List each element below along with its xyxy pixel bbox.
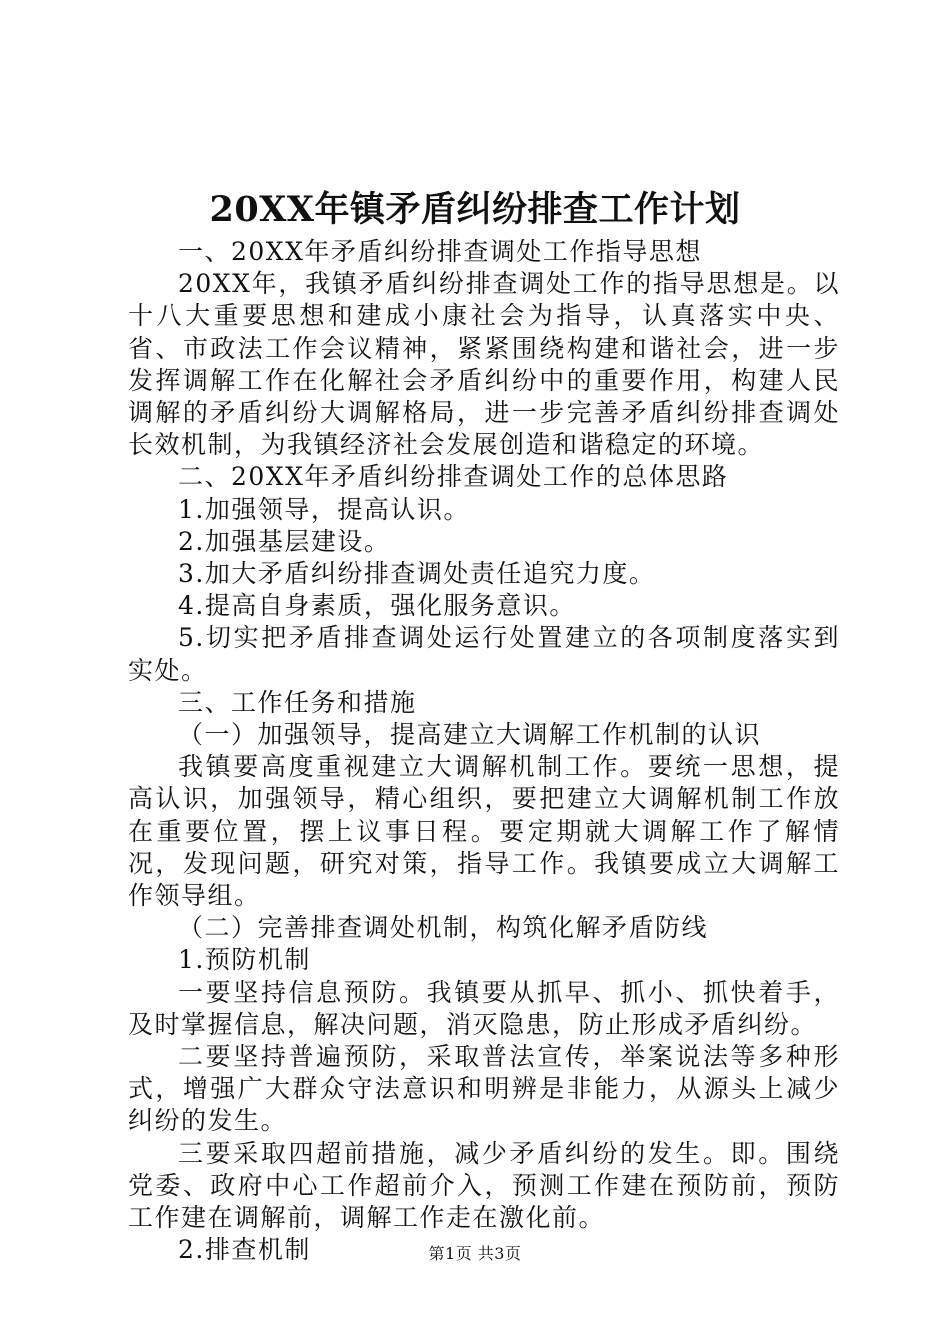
section-heading-3: 三、工作任务和措施 (178, 687, 417, 717)
paragraph-guiding-ideology: 20XX年，我镇矛盾纠纷排查调处工作的指导思想是。以十八大重要思想和建成小康社会为指导，认真落实中央、省、市政法工作会议精神，紧紧围绕构建和谐社会，进一步发挥调解工作在化解社会矛盾纠纷中的重要作用，构建人民调解的矛盾纠纷大调解格局，进一步完善矛盾纠纷排查调处长效机制，为我镇经济社会发展创造和谐稳定的环境。 (128, 269, 840, 460)
sub-item-prevention: 1.预防机制 (178, 945, 311, 975)
page-footer: 第1页 共3页 (428, 1244, 522, 1263)
section-heading-1: 一、20XX年矛盾纠纷排查调处工作指导思想 (178, 237, 702, 266)
list-item-1: 1.加强领导，提高认识。 (178, 494, 470, 524)
list-item-4: 4.提高自身素质，强化服务意识。 (178, 591, 576, 621)
subsection-heading-1: （一）加强领导，提高建立大调解工作机制的认识 (178, 720, 762, 750)
paragraph-info-prevention: 一要坚持信息预防。我镇要从抓早、抓小、抓快着手，及时掌握信息，解决问题，消灭隐患，防止形成矛盾纠纷。 (128, 977, 840, 1039)
list-item-2: 2.加强基层建设。 (178, 526, 391, 556)
paragraph-leadership: 我镇要高度重视建立大调解机制工作。要统一思想，提高认识，加强领导，精心组织，要把建立大调解机制工作放在重要位置，摆上议事日程。要定期就大调解工作了解情况，发现问题，研究对策，指导工作。我镇要成立大调解工作领导组。 (128, 752, 840, 911)
document-title: 20XX年镇矛盾纠纷排查工作计划 (209, 189, 741, 230)
paragraph-general-prevention: 二要坚持普遍预防，采取普法宣传，举案说法等多种形式，增强广大群众守法意识和明辨是非能力，从源头上减少纠纷的发生。 (128, 1042, 840, 1136)
paragraph-advance-measures: 三要采取四超前措施，减少矛盾纠纷的发生。即。围绕党委、政府中心工作超前介入，预测工作建在预防前，预防工作建在调解前，调解工作走在激化前。 (128, 1138, 840, 1233)
subsection-heading-2: （二）完善排查调处机制，构筑化解矛盾防线 (178, 913, 709, 943)
document-body (128, 236, 840, 1267)
list-item-3: 3.加大矛盾纠纷排查调处责任追究力度。 (178, 559, 656, 589)
list-item-5: 5.切实把矛盾排查调处运行处置建立的各项制度落实到实处。 (128, 623, 840, 685)
sub-item-investigation: 2.排查机制 (178, 1235, 311, 1265)
section-heading-2: 二、20XX年矛盾纠纷排查调处工作的总体思路 (178, 462, 729, 492)
